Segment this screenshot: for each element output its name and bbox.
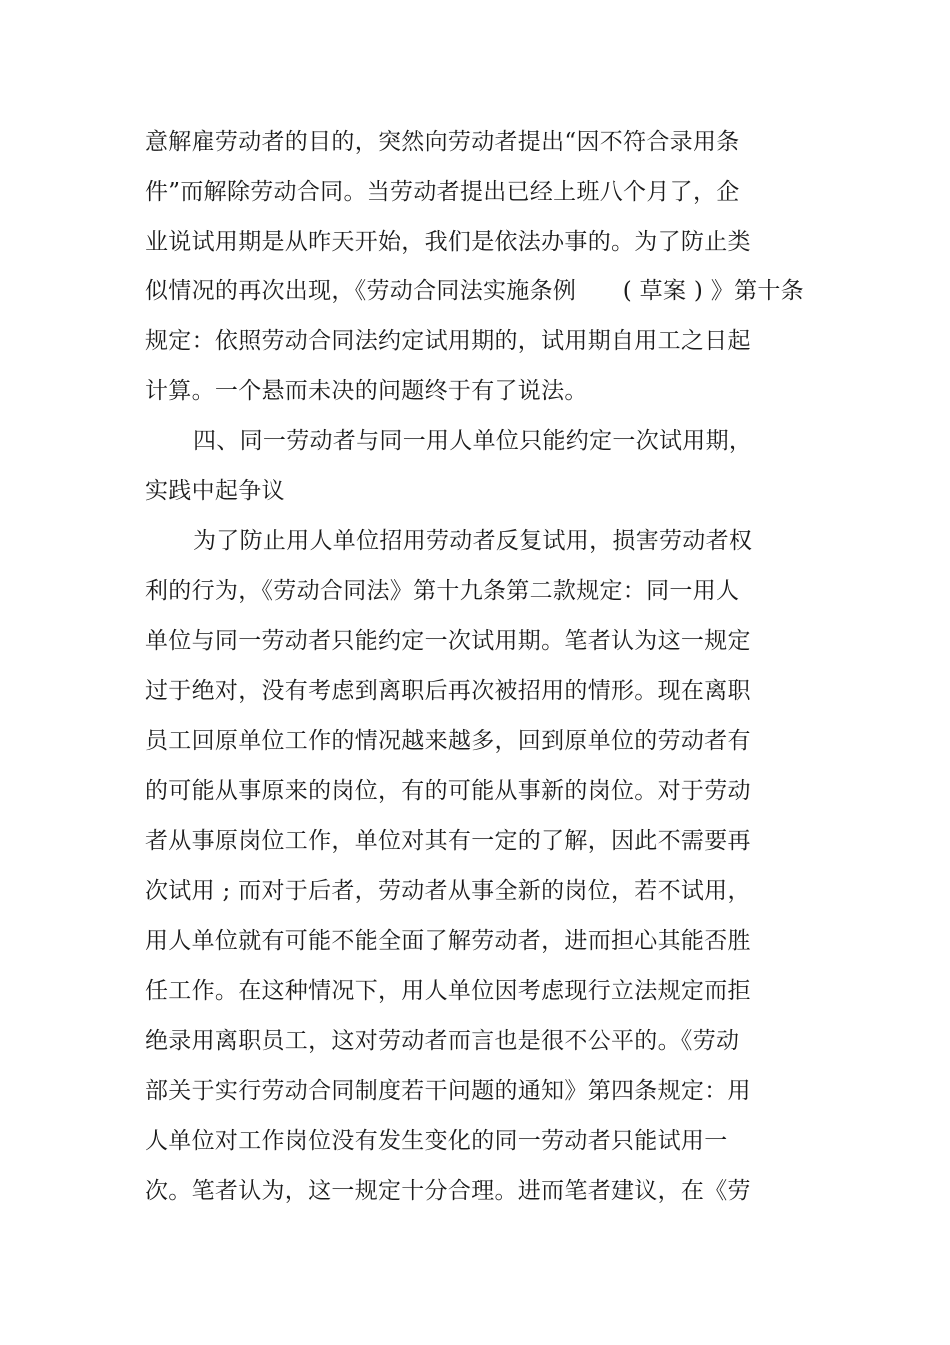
section-heading: 四、同一劳动者与同一用人单位只能约定一次试用期， xyxy=(193,428,753,454)
text-line: 件”而解除劳动合同。当劳动者提出已经上班八个月了，企 xyxy=(145,179,740,205)
text-line: 计算。一个悬而未决的问题终于有了说法。 xyxy=(145,378,588,404)
text-line: 意解雇劳动者的目的，突然向劳动者提出“因不符合录用条 xyxy=(145,129,740,155)
text-line: 部关于实行劳动合同制度若干问题的通知》第四条规定：用 xyxy=(145,1078,751,1104)
text-line: 规定：依照劳动合同法约定试用期的，试用期自用工之日起 xyxy=(145,328,751,354)
text-line: 似情况的再次出现，《劳动合同法实施条例 ( 草案 ) 》第十条 xyxy=(145,278,804,304)
text-line: 过于绝对，没有考虑到离职后再次被招用的情形。现在离职 xyxy=(145,678,751,704)
text-line: 任工作。在这种情况下，用人单位因考虑现行立法规定而拒 xyxy=(145,978,751,1004)
text-line: 次试用 ; 而对于后者，劳动者从事全新的岗位，若不试用， xyxy=(145,878,751,904)
text-line: 业说试用期是从昨天开始，我们是依法办事的。为了防止类 xyxy=(145,229,751,255)
paragraph-start: 为了防止用人单位招用劳动者反复试用，损害劳动者权 xyxy=(193,528,753,554)
text-line: 员工回原单位工作的情况越来越多，回到原单位的劳动者有 xyxy=(145,728,751,754)
text-line: 的可能从事原来的岗位，有的可能从事新的岗位。对于劳动 xyxy=(145,778,751,804)
section-heading-continued: 实践中起争议 xyxy=(145,478,285,504)
text-line: 单位与同一劳动者只能约定一次试用期。笔者认为这一规定 xyxy=(145,628,751,654)
text-line: 人单位对工作岗位没有发生变化的同一劳动者只能试用一 xyxy=(145,1128,728,1154)
text-line: 用人单位就有可能不能全面了解劳动者，进而担心其能否胜 xyxy=(145,928,751,954)
text-line: 次。笔者认为，这一规定十分合理。进而笔者建议，在《劳 xyxy=(145,1178,751,1204)
text-line: 绝录用离职员工，这对劳动者而言也是很不公平的。《劳动 xyxy=(145,1028,740,1054)
text-line: 利的行为，《劳动合同法》第十九条第二款规定：同一用人 xyxy=(145,578,740,604)
text-line: 者从事原岗位工作，单位对其有一定的了解，因此不需要再 xyxy=(145,828,751,854)
